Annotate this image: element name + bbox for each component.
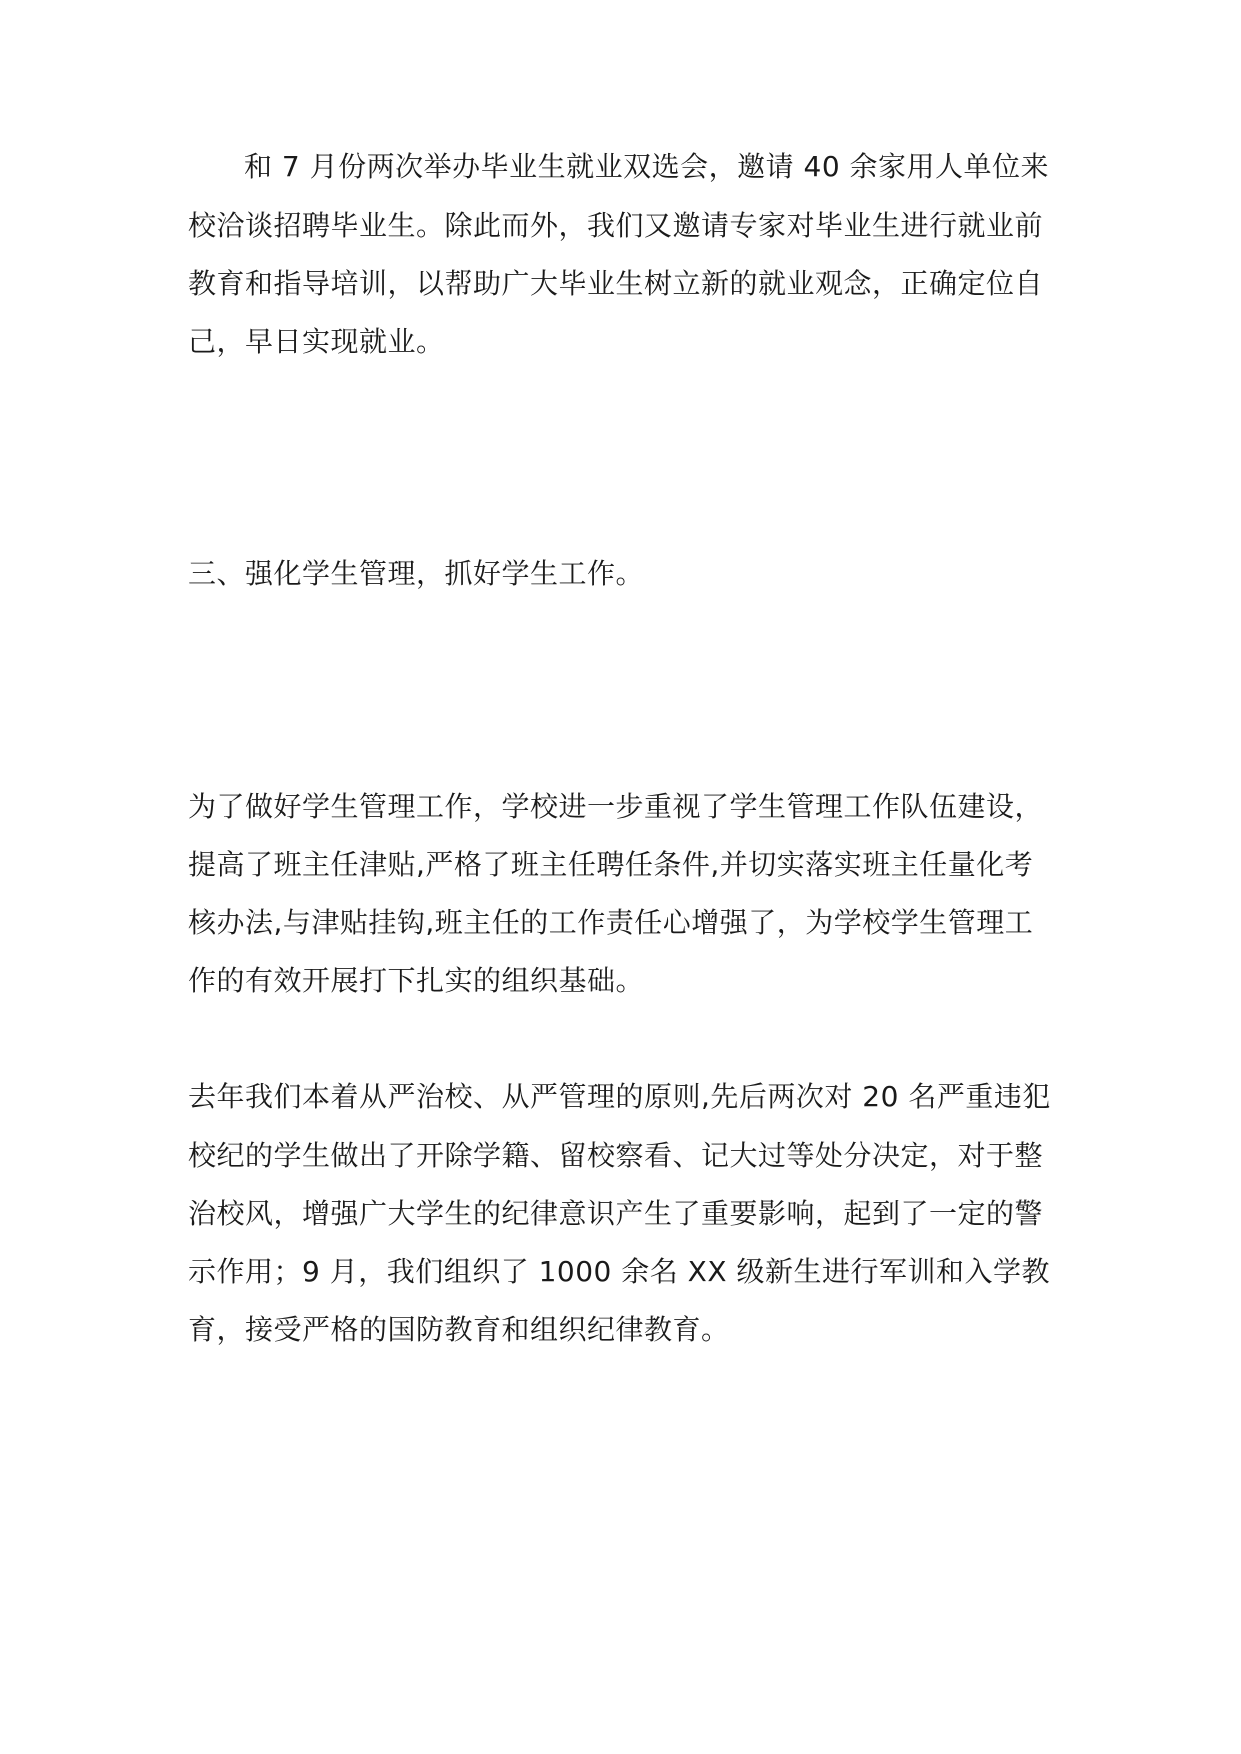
text-line: 校纪的学生做出了开除学籍、留校察看、记大过等处分决定，对于整 (188, 1139, 1044, 1172)
text-line: 校洽谈招聘毕业生。除此而外，我们又邀请专家对毕业生进行就业前 (188, 209, 1044, 242)
heading-line: 三、强化学生管理，抓好学生工作。 (188, 557, 645, 590)
text-line: 去年我们本着从严治校、从严管理的原则,先后两次对 20 名严重违犯 (188, 1080, 1051, 1113)
text-line: 提高了班主任津贴,严格了班主任聘任条件,并切实落实班主任量化考 (188, 848, 1034, 881)
text-line: 核办法,与津贴挂钩,班主任的工作责任心增强了，为学校学生管理工 (188, 906, 1034, 939)
text-line: 作的有效开展打下扎实的组织基础。 (188, 964, 645, 997)
text-line: 己，早日实现就业。 (188, 325, 445, 358)
text-line: 治校风，增强广大学生的纪律意识产生了重要影响，起到了一定的警 (188, 1197, 1044, 1230)
text-line: 为了做好学生管理工作，学校进一步重视了学生管理工作队伍建设， (188, 790, 1044, 823)
text-line: 示作用；9 月，我们组织了 1000 余名 XX 级新生进行军训和入学教 (188, 1255, 1050, 1288)
text-line: 育，接受严格的国防教育和组织纪律教育。 (188, 1313, 730, 1346)
text-line: 教育和指导培训，以帮助广大毕业生树立新的就业观念，正确定位自 (188, 267, 1044, 300)
text-line: 和 7 月份两次举办毕业生就业双选会，邀请 40 余家用人单位来 (244, 150, 1050, 183)
